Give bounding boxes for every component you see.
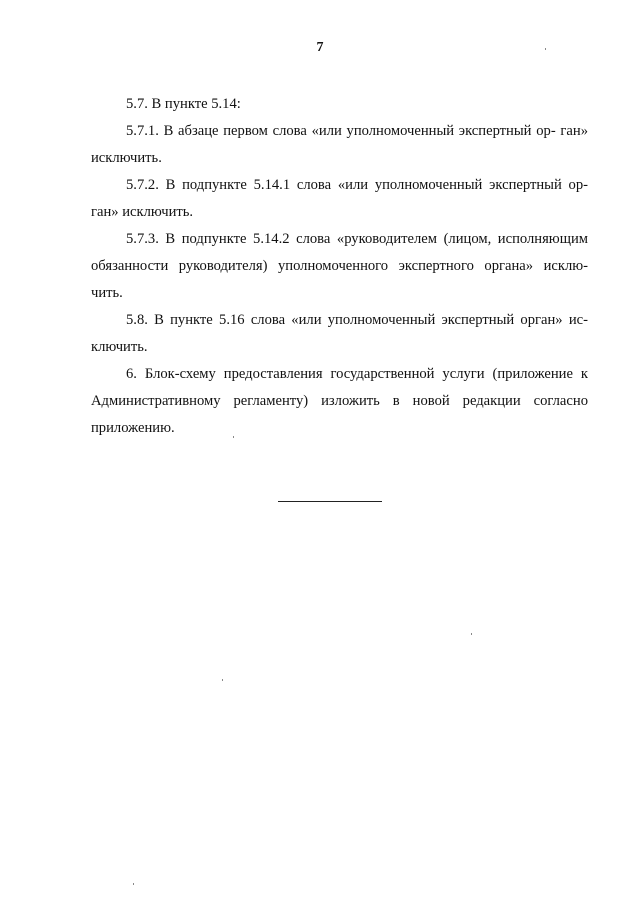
end-divider-line	[278, 501, 382, 502]
scan-speck	[471, 633, 472, 635]
document-body	[91, 91, 588, 442]
paragraph-5-7-2: 5.7.2. В подпункте 5.14.1 слова «или уполномоченный экспертный ор- ган» исключить.	[91, 177, 588, 220]
paragraph-5-7-1: 5.7.1. В абзаце первом слова «или уполномоченный экспертный ор- ган» исключить.	[91, 123, 588, 166]
page-number: 7	[316, 40, 324, 55]
paragraph-5-8: 5.8. В пункте 5.16 слова «или уполномоченный экспертный орган» ис- ключить.	[91, 312, 588, 355]
scan-speck	[233, 436, 234, 438]
scan-speck	[133, 883, 134, 885]
scan-speck	[222, 679, 223, 681]
scan-speck	[545, 48, 546, 50]
paragraph-6: 6. Блок-схему предоставления государственной услуги (приложение к Административному регламенту) изложить в новой редакции согласно приложению.	[91, 366, 588, 436]
paragraph-5-7-3: 5.7.3. В подпункте 5.14.2 слова «руководителем (лицом, исполняющим обязанности руководителя) уполномоченного экспертного органа» исклю- чить.	[91, 231, 588, 301]
paragraph-5-7: 5.7. В пункте 5.14:	[126, 96, 241, 112]
